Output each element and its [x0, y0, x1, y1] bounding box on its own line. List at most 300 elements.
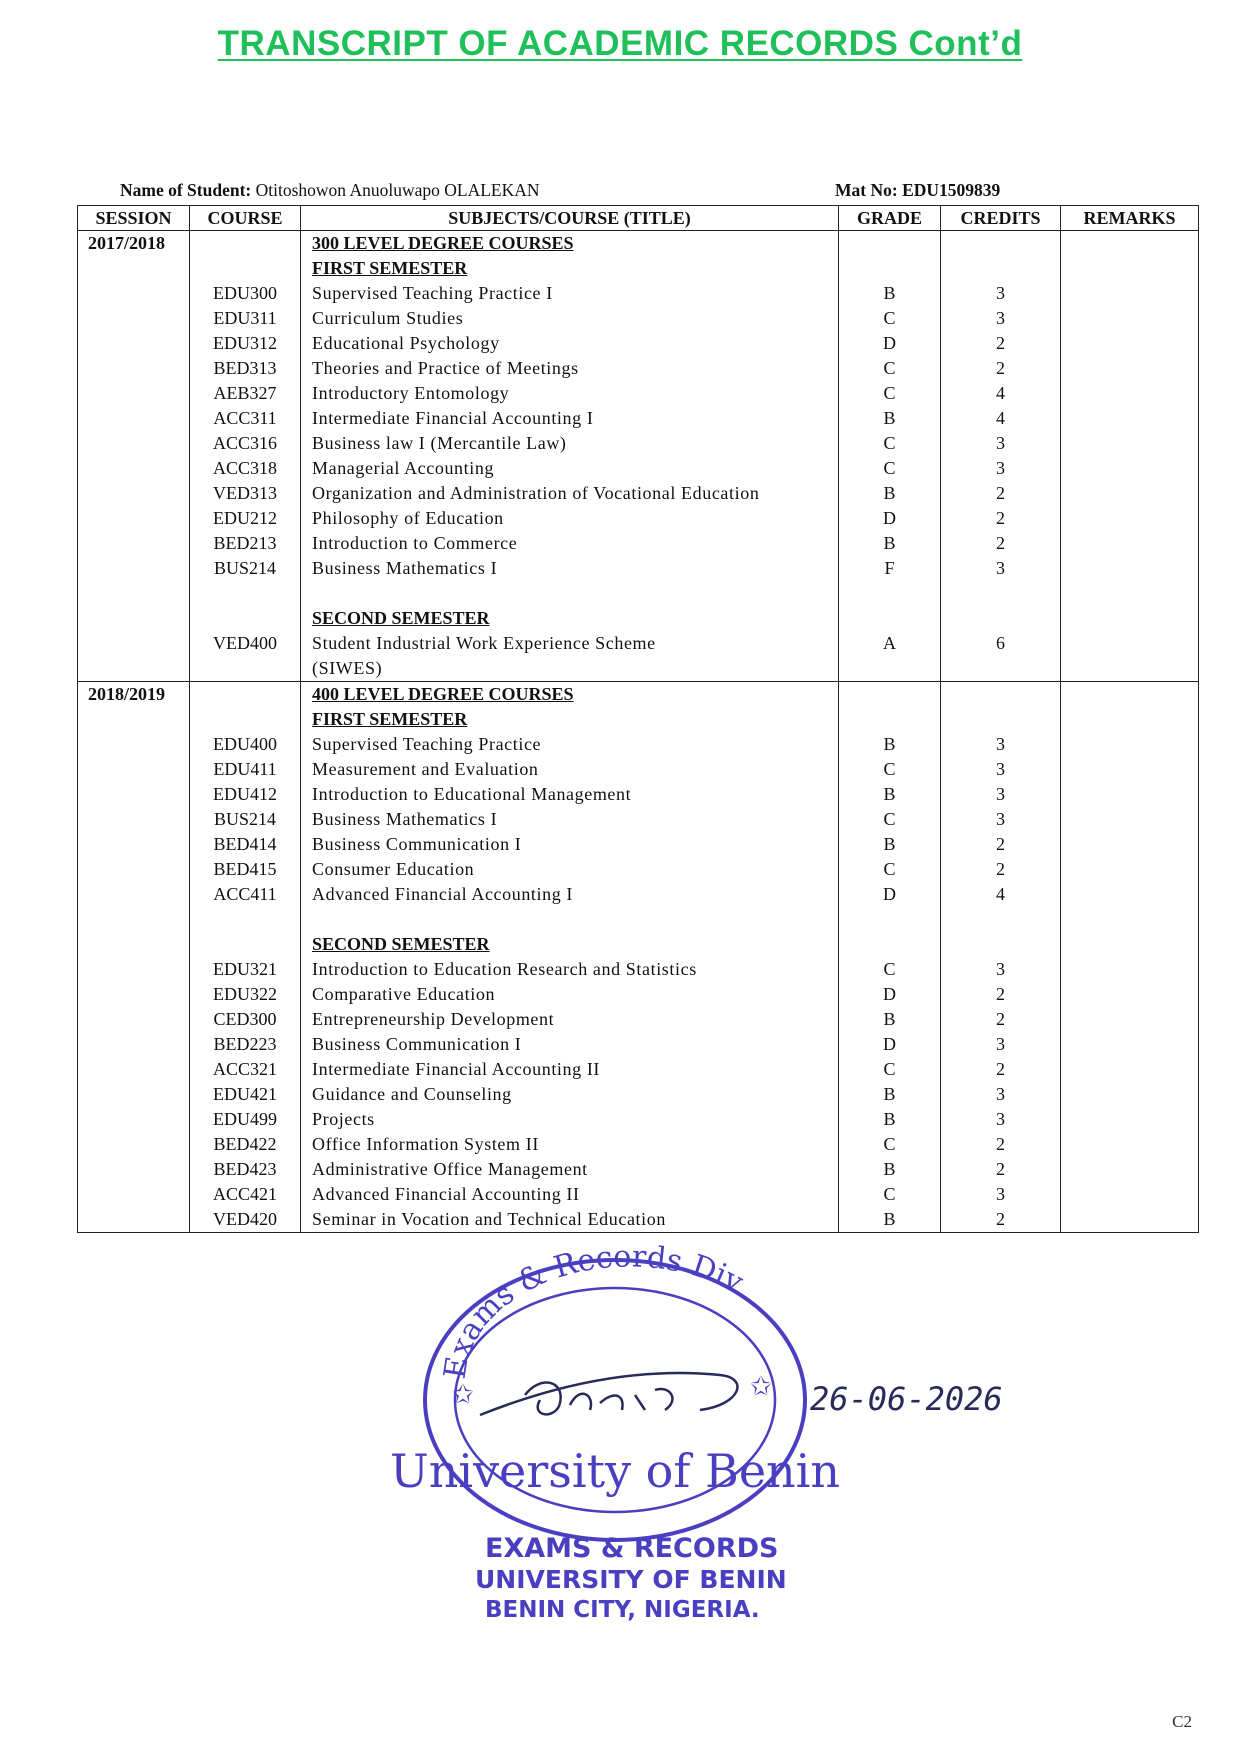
grade-cell: C — [839, 757, 941, 782]
grade-cell: D — [839, 982, 941, 1007]
grade-cell: B — [839, 1007, 941, 1032]
remarks-cell — [1061, 581, 1199, 606]
course-code-cell: EDU321 — [190, 957, 301, 982]
course-title-cell: Business Communication I — [301, 832, 839, 857]
star-icon: ✩ — [452, 1380, 474, 1409]
course-title-cell: Curriculum Studies — [301, 306, 839, 331]
transcript-body — [78, 231, 1199, 1233]
credits-cell: 3 — [941, 281, 1061, 306]
grade-cell: B — [839, 481, 941, 506]
remarks-cell — [1061, 631, 1199, 656]
session-cell — [78, 807, 190, 832]
course-title-cell: Managerial Accounting — [301, 456, 839, 481]
course-code-cell — [190, 907, 301, 932]
course-code-cell — [190, 581, 301, 606]
table-row — [78, 1082, 1199, 1107]
credits-cell: 3 — [941, 957, 1061, 982]
credits-cell — [941, 606, 1061, 631]
course-title-cell: Guidance and Counseling — [301, 1082, 839, 1107]
credits-cell — [941, 932, 1061, 957]
grade-cell: B — [839, 281, 941, 306]
course-code-cell: BED415 — [190, 857, 301, 882]
grade-cell: B — [839, 1082, 941, 1107]
remarks-cell — [1061, 682, 1199, 708]
course-title-cell: Business Mathematics I — [301, 556, 839, 581]
course-title-cell: SECOND SEMESTER — [301, 606, 839, 631]
grade-cell: C — [839, 456, 941, 481]
table-row — [78, 982, 1199, 1007]
credits-cell: 3 — [941, 807, 1061, 832]
grade-cell: C — [839, 1057, 941, 1082]
session-cell — [78, 331, 190, 356]
course-title-cell: SECOND SEMESTER — [301, 932, 839, 957]
credits-cell: 3 — [941, 1032, 1061, 1057]
session-cell — [78, 556, 190, 581]
grade-cell: C — [839, 1182, 941, 1207]
credits-cell: 6 — [941, 631, 1061, 656]
table-row — [78, 431, 1199, 456]
credits-cell: 2 — [941, 1157, 1061, 1182]
course-code-cell: BED422 — [190, 1132, 301, 1157]
course-title-cell: Introduction to Education Research and Statistics — [301, 957, 839, 982]
course-title-cell: Seminar in Vocation and Technical Education — [301, 1207, 839, 1233]
matric-number — [835, 180, 1000, 201]
credits-cell — [941, 707, 1061, 732]
session-cell — [78, 656, 190, 682]
course-code-cell — [190, 682, 301, 708]
grade-cell — [839, 581, 941, 606]
course-code-cell: BED423 — [190, 1157, 301, 1182]
remarks-cell — [1061, 982, 1199, 1007]
column-header-session: SESSION — [78, 206, 190, 231]
course-code-cell: CED300 — [190, 1007, 301, 1032]
grade-cell: B — [839, 782, 941, 807]
column-header-title: SUBJECTS/COURSE (TITLE) — [301, 206, 839, 231]
table-row — [78, 907, 1199, 932]
rect-stamp-line-1: EXAMS & RECORDS — [485, 1533, 779, 1564]
remarks-cell — [1061, 481, 1199, 506]
session-cell — [78, 431, 190, 456]
grade-cell: C — [839, 1132, 941, 1157]
grade-cell: B — [839, 406, 941, 431]
remarks-cell — [1061, 1132, 1199, 1157]
course-title-cell: Advanced Financial Accounting I — [301, 882, 839, 907]
course-title-cell: Consumer Education — [301, 857, 839, 882]
remarks-cell — [1061, 782, 1199, 807]
course-title-cell: Advanced Financial Accounting II — [301, 1182, 839, 1207]
table-row — [78, 231, 1199, 257]
column-header-grade: GRADE — [839, 206, 941, 231]
table-row — [78, 406, 1199, 431]
session-cell: 2018/2019 — [78, 682, 190, 708]
remarks-cell — [1061, 1007, 1199, 1032]
credits-cell: 3 — [941, 1182, 1061, 1207]
table-row — [78, 281, 1199, 306]
course-title-cell: Philosophy of Education — [301, 506, 839, 531]
rect-stamp-line-3: BENIN CITY, NIGERIA. — [485, 1597, 760, 1623]
table-row — [78, 957, 1199, 982]
session-cell — [78, 782, 190, 807]
remarks-cell — [1061, 707, 1199, 732]
remarks-cell — [1061, 456, 1199, 481]
course-code-cell — [190, 256, 301, 281]
grade-cell: C — [839, 381, 941, 406]
grade-cell — [839, 907, 941, 932]
table-row — [78, 506, 1199, 531]
grade-cell: D — [839, 1032, 941, 1057]
session-cell — [78, 1132, 190, 1157]
table-row — [78, 857, 1199, 882]
course-code-cell: EDU212 — [190, 506, 301, 531]
table-header-row — [78, 206, 1199, 231]
grade-cell: D — [839, 331, 941, 356]
course-code-cell: ACC411 — [190, 882, 301, 907]
session-cell: 2017/2018 — [78, 231, 190, 257]
credits-cell: 2 — [941, 531, 1061, 556]
remarks-cell — [1061, 256, 1199, 281]
course-title-cell: Supervised Teaching Practice I — [301, 281, 839, 306]
session-cell — [78, 506, 190, 531]
student-name-value: Otitoshowon Anuoluwapo OLALEKAN — [255, 180, 540, 200]
session-cell — [78, 882, 190, 907]
credits-cell: 4 — [941, 882, 1061, 907]
grade-cell: D — [839, 506, 941, 531]
signature-scribble — [525, 1383, 672, 1415]
session-cell — [78, 907, 190, 932]
session-cell — [78, 481, 190, 506]
table-row — [78, 481, 1199, 506]
grade-cell: C — [839, 857, 941, 882]
grade-cell — [839, 682, 941, 708]
transcript-table — [77, 205, 1199, 1233]
table-row — [78, 456, 1199, 481]
table-row — [78, 1157, 1199, 1182]
table-row — [78, 1032, 1199, 1057]
credits-cell: 3 — [941, 1107, 1061, 1132]
stamp-main-text: University of Benin — [390, 1444, 841, 1498]
grade-cell: C — [839, 431, 941, 456]
session-cell — [78, 631, 190, 656]
grade-cell: B — [839, 832, 941, 857]
course-code-cell — [190, 656, 301, 682]
session-cell — [78, 707, 190, 732]
course-code-cell — [190, 932, 301, 957]
session-cell — [78, 456, 190, 481]
session-cell — [78, 256, 190, 281]
page-code: C2 — [1172, 1712, 1192, 1731]
table-row — [78, 381, 1199, 406]
course-code-cell: EDU311 — [190, 306, 301, 331]
remarks-cell — [1061, 606, 1199, 631]
course-title-cell: (SIWES) — [301, 656, 839, 682]
remarks-cell — [1061, 356, 1199, 381]
course-title-cell: Supervised Teaching Practice — [301, 732, 839, 757]
credits-cell: 3 — [941, 431, 1061, 456]
credits-cell: 4 — [941, 381, 1061, 406]
grade-cell: C — [839, 957, 941, 982]
credits-cell: 2 — [941, 982, 1061, 1007]
remarks-cell — [1061, 857, 1199, 882]
student-info — [120, 180, 1120, 202]
credits-cell: 3 — [941, 1082, 1061, 1107]
session-cell — [78, 281, 190, 306]
table-row — [78, 1182, 1199, 1207]
course-code-cell: BED223 — [190, 1032, 301, 1057]
session-cell — [78, 531, 190, 556]
credits-cell: 2 — [941, 331, 1061, 356]
course-title-cell: Administrative Office Management — [301, 1157, 839, 1182]
page-title-text: TRANSCRIPT OF ACADEMIC RECORDS Cont’d — [217, 24, 1023, 63]
stamp-arc-text: Exams & Records Div — [437, 1245, 749, 1382]
session-cell — [78, 1082, 190, 1107]
table-row — [78, 782, 1199, 807]
course-code-cell: ACC421 — [190, 1182, 301, 1207]
grade-cell: F — [839, 556, 941, 581]
grade-cell: A — [839, 631, 941, 656]
remarks-cell — [1061, 1082, 1199, 1107]
course-code-cell: ACC318 — [190, 456, 301, 481]
course-title-cell: Educational Psychology — [301, 331, 839, 356]
student-name — [120, 180, 540, 201]
session-cell — [78, 306, 190, 331]
session-cell — [78, 1207, 190, 1233]
session-cell — [78, 406, 190, 431]
session-cell — [78, 1107, 190, 1132]
grade-cell: B — [839, 1207, 941, 1233]
grade-cell — [839, 707, 941, 732]
table-row — [78, 1132, 1199, 1157]
course-code-cell — [190, 606, 301, 631]
course-title-cell: Introductory Entomology — [301, 381, 839, 406]
course-code-cell: VED420 — [190, 1207, 301, 1233]
course-code-cell: BUS214 — [190, 556, 301, 581]
credits-cell — [941, 231, 1061, 257]
table-row — [78, 656, 1199, 682]
credits-cell: 2 — [941, 481, 1061, 506]
credits-cell: 3 — [941, 757, 1061, 782]
course-title-cell: Business Mathematics I — [301, 807, 839, 832]
remarks-cell — [1061, 556, 1199, 581]
course-title-cell — [301, 907, 839, 932]
session-cell — [78, 581, 190, 606]
course-title-cell: Business Communication I — [301, 1032, 839, 1057]
course-code-cell: BED213 — [190, 531, 301, 556]
course-code-cell: BED313 — [190, 356, 301, 381]
signature-stroke — [480, 1373, 737, 1415]
table-row — [78, 606, 1199, 631]
remarks-cell — [1061, 957, 1199, 982]
grade-cell: B — [839, 1157, 941, 1182]
table-row — [78, 1107, 1199, 1132]
course-code-cell: EDU400 — [190, 732, 301, 757]
remarks-cell — [1061, 807, 1199, 832]
session-cell — [78, 957, 190, 982]
credits-cell: 4 — [941, 406, 1061, 431]
remarks-cell — [1061, 406, 1199, 431]
table-row — [78, 1207, 1199, 1233]
grade-cell: B — [839, 732, 941, 757]
session-cell — [78, 1032, 190, 1057]
course-code-cell: EDU312 — [190, 331, 301, 356]
course-code-cell: EDU421 — [190, 1082, 301, 1107]
remarks-cell — [1061, 431, 1199, 456]
course-title-cell: FIRST SEMESTER — [301, 707, 839, 732]
column-header-credits: CREDITS — [941, 206, 1061, 231]
course-title-cell: Office Information System II — [301, 1132, 839, 1157]
page-title — [0, 24, 1240, 64]
student-name-label: Name of Student: — [120, 180, 252, 200]
credits-cell: 2 — [941, 1057, 1061, 1082]
grade-cell: C — [839, 356, 941, 381]
table-row — [78, 832, 1199, 857]
table-row — [78, 732, 1199, 757]
table-row — [78, 707, 1199, 732]
matric-number-value: EDU1509839 — [902, 180, 1001, 200]
course-code-cell: ACC316 — [190, 431, 301, 456]
credits-cell — [941, 581, 1061, 606]
grade-cell: B — [839, 531, 941, 556]
table-row — [78, 556, 1199, 581]
course-title-cell: FIRST SEMESTER — [301, 256, 839, 281]
session-cell — [78, 381, 190, 406]
table-row — [78, 807, 1199, 832]
grade-cell — [839, 932, 941, 957]
stamp-graphic — [390, 1245, 1070, 1625]
matric-number-label: Mat No: — [835, 180, 898, 200]
star-icon: ✩ — [750, 1372, 772, 1401]
remarks-cell — [1061, 932, 1199, 957]
course-code-cell: VED313 — [190, 481, 301, 506]
remarks-cell — [1061, 1057, 1199, 1082]
table-row — [78, 932, 1199, 957]
course-code-cell: AEB327 — [190, 381, 301, 406]
official-stamp — [390, 1245, 1070, 1625]
credits-cell: 3 — [941, 782, 1061, 807]
remarks-cell — [1061, 757, 1199, 782]
remarks-cell — [1061, 381, 1199, 406]
credits-cell: 2 — [941, 1132, 1061, 1157]
course-title-cell — [301, 581, 839, 606]
column-header-course: COURSE — [190, 206, 301, 231]
grade-cell — [839, 656, 941, 682]
table-row — [78, 882, 1199, 907]
course-code-cell: BED414 — [190, 832, 301, 857]
session-cell — [78, 732, 190, 757]
session-cell — [78, 606, 190, 631]
course-title-cell: Projects — [301, 1107, 839, 1132]
course-code-cell: EDU300 — [190, 281, 301, 306]
remarks-cell — [1061, 656, 1199, 682]
remarks-cell — [1061, 281, 1199, 306]
course-code-cell: EDU411 — [190, 757, 301, 782]
grade-cell — [839, 256, 941, 281]
course-code-cell — [190, 231, 301, 257]
table-row — [78, 581, 1199, 606]
credits-cell: 2 — [941, 506, 1061, 531]
table-row — [78, 331, 1199, 356]
credits-cell: 2 — [941, 857, 1061, 882]
remarks-cell — [1061, 882, 1199, 907]
credits-cell — [941, 907, 1061, 932]
remarks-cell — [1061, 907, 1199, 932]
course-title-cell: 300 LEVEL DEGREE COURSES — [301, 231, 839, 257]
remarks-cell — [1061, 1157, 1199, 1182]
signature-date: 26-06-2026 — [810, 1380, 1003, 1418]
grade-cell — [839, 606, 941, 631]
session-cell — [78, 982, 190, 1007]
column-header-remarks: REMARKS — [1061, 206, 1199, 231]
session-cell — [78, 857, 190, 882]
table-row — [78, 1057, 1199, 1082]
course-title-cell: Entrepreneurship Development — [301, 1007, 839, 1032]
course-code-cell: VED400 — [190, 631, 301, 656]
session-cell — [78, 932, 190, 957]
course-title-cell: Business law I (Mercantile Law) — [301, 431, 839, 456]
session-cell — [78, 1057, 190, 1082]
course-code-cell — [190, 707, 301, 732]
table-row — [78, 531, 1199, 556]
remarks-cell — [1061, 732, 1199, 757]
grade-cell — [839, 231, 941, 257]
table-row — [78, 682, 1199, 708]
credits-cell — [941, 656, 1061, 682]
course-title-cell: Organization and Administration of Vocational Education — [301, 481, 839, 506]
course-title-cell: Intermediate Financial Accounting I — [301, 406, 839, 431]
credits-cell: 3 — [941, 732, 1061, 757]
course-code-cell: ACC321 — [190, 1057, 301, 1082]
credits-cell: 2 — [941, 1007, 1061, 1032]
remarks-cell — [1061, 306, 1199, 331]
credits-cell: 3 — [941, 556, 1061, 581]
credits-cell: 3 — [941, 306, 1061, 331]
course-title-cell: Intermediate Financial Accounting II — [301, 1057, 839, 1082]
course-title-cell: Student Industrial Work Experience Scheme — [301, 631, 839, 656]
grade-cell: C — [839, 306, 941, 331]
credits-cell: 2 — [941, 832, 1061, 857]
course-code-cell: BUS214 — [190, 807, 301, 832]
remarks-cell — [1061, 506, 1199, 531]
credits-cell — [941, 682, 1061, 708]
credits-cell: 2 — [941, 1207, 1061, 1233]
credits-cell — [941, 256, 1061, 281]
table-row — [78, 631, 1199, 656]
remarks-cell — [1061, 531, 1199, 556]
remarks-cell — [1061, 1182, 1199, 1207]
table-row — [78, 256, 1199, 281]
rect-stamp-line-2: UNIVERSITY OF BENIN — [475, 1565, 787, 1594]
course-title-cell: Theories and Practice of Meetings — [301, 356, 839, 381]
course-title-cell: Comparative Education — [301, 982, 839, 1007]
grade-cell: D — [839, 882, 941, 907]
table-row — [78, 356, 1199, 381]
course-code-cell: EDU499 — [190, 1107, 301, 1132]
credits-cell: 2 — [941, 356, 1061, 381]
remarks-cell — [1061, 832, 1199, 857]
session-cell — [78, 1157, 190, 1182]
remarks-cell — [1061, 1107, 1199, 1132]
course-code-cell: EDU322 — [190, 982, 301, 1007]
course-title-cell: Introduction to Commerce — [301, 531, 839, 556]
table-row — [78, 1007, 1199, 1032]
course-title-cell: Measurement and Evaluation — [301, 757, 839, 782]
course-title-cell: Introduction to Educational Management — [301, 782, 839, 807]
remarks-cell — [1061, 331, 1199, 356]
session-cell — [78, 757, 190, 782]
remarks-cell — [1061, 1207, 1199, 1233]
table-row — [78, 757, 1199, 782]
session-cell — [78, 1007, 190, 1032]
course-code-cell: EDU412 — [190, 782, 301, 807]
